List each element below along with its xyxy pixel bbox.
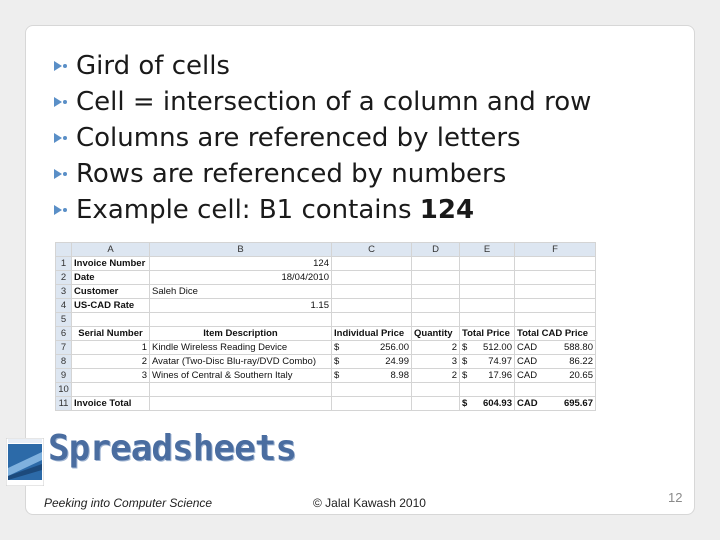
cell: Total Price	[460, 327, 515, 341]
cell	[460, 271, 515, 285]
spreadsheet-grid	[55, 242, 596, 411]
column-header: A	[72, 243, 150, 257]
cell	[515, 285, 596, 299]
example-cell-value: 124	[419, 195, 475, 225]
cell: 124	[150, 257, 332, 271]
cell-value: 86.22	[569, 356, 593, 367]
row-header: 3	[56, 285, 72, 299]
cell: 1.15	[150, 299, 332, 313]
cell: Total CAD Price	[515, 327, 596, 341]
currency-symbol: $	[334, 356, 340, 367]
cell: 2	[72, 355, 150, 369]
column-header: B	[150, 243, 332, 257]
bullet-item	[52, 156, 591, 192]
bullet-item	[52, 48, 591, 84]
cell	[460, 299, 515, 313]
bullet-text: Example cell: B1 contains	[76, 195, 412, 225]
cell	[72, 313, 150, 327]
cell-value: 512.00	[482, 342, 512, 353]
table-row	[56, 285, 596, 299]
cell	[515, 397, 596, 411]
cell: 2	[412, 341, 460, 355]
cell	[332, 299, 412, 313]
cell	[412, 397, 460, 411]
cell	[412, 313, 460, 327]
cell	[150, 313, 332, 327]
corner-cell	[56, 243, 72, 257]
cell: US-CAD Rate	[72, 299, 150, 313]
currency-symbol: $	[462, 398, 468, 409]
column-header-row	[56, 243, 596, 257]
book-cover-logo	[6, 438, 44, 486]
row-header: 5	[56, 313, 72, 327]
currency-symbol: $	[334, 370, 340, 381]
table-row	[56, 383, 596, 397]
cell	[412, 299, 460, 313]
cell	[460, 285, 515, 299]
cell	[412, 383, 460, 397]
bullet-marker-icon	[52, 93, 70, 111]
column-header: C	[332, 243, 412, 257]
table-row	[56, 327, 596, 341]
cell	[150, 383, 332, 397]
cell	[150, 397, 332, 411]
footer-course-title: Peeking into Computer Science	[44, 496, 213, 510]
row-header: 6	[56, 327, 72, 341]
page-number: 12	[668, 490, 683, 505]
currency-symbol: $	[334, 342, 340, 353]
table-row	[56, 397, 596, 411]
cell	[332, 369, 412, 383]
slide-title: Spreadsheets	[48, 428, 297, 469]
bullet-text: Rows are referenced by numbers	[76, 159, 507, 189]
currency-symbol: $	[462, 356, 468, 367]
cell: Invoice Total	[72, 397, 150, 411]
cell	[460, 341, 515, 355]
cell	[515, 355, 596, 369]
cell-value: 256.00	[379, 342, 409, 353]
cell	[515, 341, 596, 355]
cell	[460, 397, 515, 411]
footer-copyright: © Jalal Kawash 2010	[313, 496, 426, 510]
cell	[332, 383, 412, 397]
column-header: F	[515, 243, 596, 257]
table-row	[56, 369, 596, 383]
cell	[460, 257, 515, 271]
cell	[332, 285, 412, 299]
cell: Individual Price	[332, 327, 412, 341]
table-row	[56, 313, 596, 327]
cell: Invoice Number	[72, 257, 150, 271]
currency-symbol: $	[462, 342, 468, 353]
bullet-text: Gird of cells	[76, 51, 230, 81]
cell: 18/04/2010	[150, 271, 332, 285]
cell	[515, 257, 596, 271]
table-row	[56, 341, 596, 355]
table-row	[56, 271, 596, 285]
cell: Kindle Wireless Reading Device	[150, 341, 332, 355]
cell	[412, 257, 460, 271]
bullet-list	[52, 48, 591, 228]
bullet-item	[52, 192, 591, 228]
cell	[515, 271, 596, 285]
row-header: 2	[56, 271, 72, 285]
table-row	[56, 355, 596, 369]
cell: 3	[72, 369, 150, 383]
cell-value: 604.93	[482, 398, 512, 409]
cell	[412, 285, 460, 299]
cell: Quantity	[412, 327, 460, 341]
cell	[332, 341, 412, 355]
bullet-text: Columns are referenced by letters	[76, 123, 521, 153]
cell: Wines of Central & Southern Italy	[150, 369, 332, 383]
table-row	[56, 299, 596, 313]
bullet-item	[52, 84, 591, 120]
currency-symbol: CAD	[517, 356, 538, 367]
row-header: 10	[56, 383, 72, 397]
currency-symbol: CAD	[517, 398, 538, 409]
cell	[515, 299, 596, 313]
bullet-item	[52, 120, 591, 156]
row-header: 4	[56, 299, 72, 313]
currency-symbol: CAD	[517, 342, 538, 353]
cell: Item Description	[150, 327, 332, 341]
cell	[412, 271, 460, 285]
cell	[460, 369, 515, 383]
column-header: D	[412, 243, 460, 257]
bullet-marker-icon	[52, 57, 70, 75]
cell-value: 74.97	[488, 356, 512, 367]
bullet-marker-icon	[52, 201, 70, 219]
spreadsheet-image	[55, 242, 595, 420]
cell-value: 20.65	[569, 370, 593, 381]
cell-value: 588.80	[563, 342, 593, 353]
bullet-marker-icon	[52, 129, 70, 147]
cell	[332, 313, 412, 327]
cell	[515, 313, 596, 327]
row-header: 1	[56, 257, 72, 271]
cell-value: 24.99	[385, 356, 409, 367]
cell: 2	[412, 369, 460, 383]
cell	[515, 369, 596, 383]
column-header: E	[460, 243, 515, 257]
cell	[72, 383, 150, 397]
cell: Serial Number	[72, 327, 150, 341]
cell	[332, 397, 412, 411]
table-row	[56, 257, 596, 271]
cell-value: 8.98	[390, 370, 409, 381]
bullet-marker-icon	[52, 165, 70, 183]
cell	[460, 355, 515, 369]
cell	[460, 313, 515, 327]
cell: Date	[72, 271, 150, 285]
currency-symbol: $	[462, 370, 468, 381]
cell-value: 695.67	[563, 398, 593, 409]
cell: 3	[412, 355, 460, 369]
row-header: 11	[56, 397, 72, 411]
cell	[515, 383, 596, 397]
cell: 1	[72, 341, 150, 355]
cell	[332, 271, 412, 285]
cell	[332, 257, 412, 271]
row-header: 7	[56, 341, 72, 355]
cell: Customer	[72, 285, 150, 299]
cell	[332, 355, 412, 369]
cell	[460, 383, 515, 397]
currency-symbol: CAD	[517, 370, 538, 381]
cell-value: 17.96	[488, 370, 512, 381]
row-header: 9	[56, 369, 72, 383]
bullet-text: Cell = intersection of a column and row	[76, 87, 592, 117]
cell: Avatar (Two-Disc Blu-ray/DVD Combo)	[150, 355, 332, 369]
row-header: 8	[56, 355, 72, 369]
cell: Saleh Dice	[150, 285, 332, 299]
